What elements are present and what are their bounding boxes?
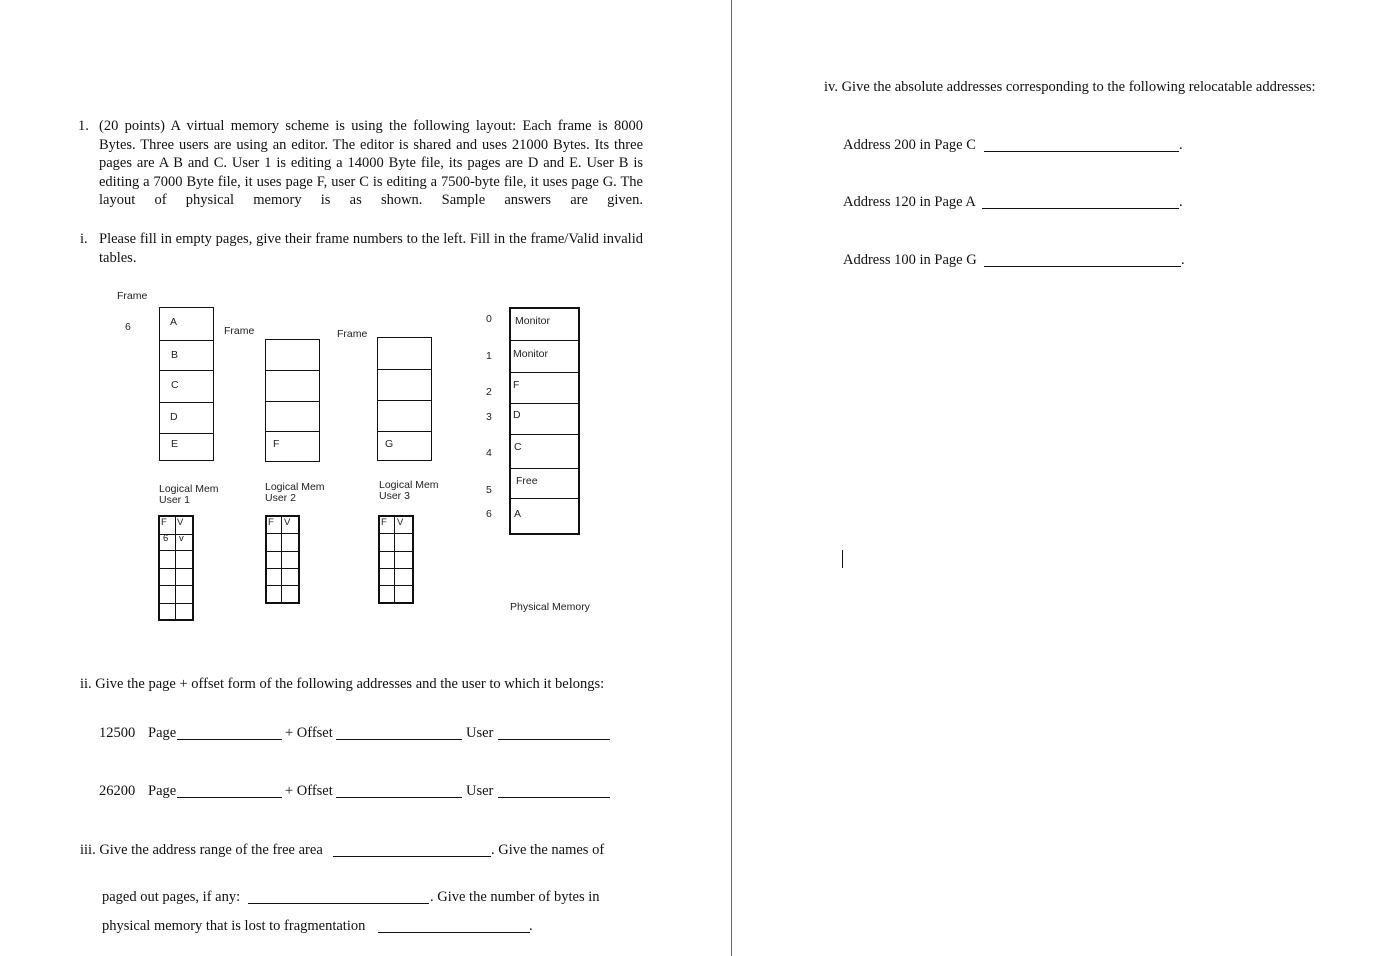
phys-frame-number: 0 <box>486 313 492 325</box>
physical-memory <box>509 307 580 535</box>
part-iv-item-1-end: . <box>1179 137 1183 153</box>
part-ii-row-2-offset-blank[interactable] <box>336 797 462 798</box>
phys-cell: Free <box>516 475 538 487</box>
phys-frame-number: 5 <box>486 484 492 496</box>
part-iii-line-3b: . <box>529 918 533 934</box>
physical-memory-caption: Physical Memory <box>510 601 590 613</box>
part-ii-row-1-address: 12500 <box>99 725 136 741</box>
user1-logical-memory <box>159 307 214 461</box>
frame-header-user2: Frame <box>224 325 255 337</box>
fv-header-v: V <box>177 517 184 528</box>
phys-frame-number: 6 <box>486 508 492 520</box>
part-ii-row-2-user-blank[interactable] <box>498 797 610 798</box>
user1-page: A <box>170 316 178 328</box>
phys-cell: A <box>514 508 522 520</box>
part-ii-row-2-user: User <box>466 783 494 799</box>
phys-frame-number: 2 <box>486 386 492 398</box>
part-iii-line-1a: iii. Give the address range of the free area <box>80 842 323 858</box>
user3-frame-valid-table <box>378 515 414 604</box>
part-ii-row-2-page: Page <box>148 783 177 799</box>
frame-header: Frame <box>117 290 148 302</box>
free-area-range-blank[interactable] <box>333 856 491 857</box>
fv-header-v: V <box>284 517 291 528</box>
user3-caption: Logical Mem User 3 <box>379 479 439 502</box>
part-iii-line-1b: . Give the names of <box>491 842 605 858</box>
part-ii-label: ii. Give the page + offset form of the following addresses and the user to which it belongs: <box>80 676 605 692</box>
text-cursor <box>842 550 843 568</box>
question-intro: (20 points) A virtual memory scheme is using the following layout: Each frame is 8000 Bytes. Three users are using an editor. The editor is shared and uses 21000 Bytes. Its three pages are A B and C. User 1 is editing a 14000 Byte file, its pages are D and E. User B is editing a 7000 Byte file, it uses page F, user C is editing a 7500-byte file, it uses page G. The layout of physical memory is as shown. Sample answers are given. <box>99 118 643 209</box>
part-ii-row-1-user: User <box>466 725 494 741</box>
fv-header-v: V <box>397 517 404 528</box>
phys-frame-number: 4 <box>486 447 492 459</box>
frame-header-user3: Frame <box>337 328 368 340</box>
part-ii-row-2-offset: + Offset <box>285 783 333 799</box>
part-iv-item-2-blank[interactable] <box>982 208 1179 209</box>
part-iv-item-2: Address 120 in Page A <box>843 194 976 210</box>
phys-cell: D <box>513 409 521 421</box>
user2-caption: Logical Mem User 2 <box>265 481 325 504</box>
part-ii-row-1-offset: + Offset <box>285 725 333 741</box>
part-ii-row-2-page-blank[interactable] <box>177 797 282 798</box>
part-iv-item-1-blank[interactable] <box>984 151 1179 152</box>
part-iv-item-3: Address 100 in Page G <box>843 252 977 268</box>
user1-page: E <box>171 438 179 450</box>
part-iv-item-3-blank[interactable] <box>984 266 1181 267</box>
user1-page: B <box>171 349 179 361</box>
question-number: 1. <box>78 118 89 134</box>
phys-cell: C <box>514 441 522 453</box>
part-ii-row-1-user-blank[interactable] <box>498 739 610 740</box>
user1-caption: Logical Mem User 1 <box>159 483 219 506</box>
phys-cell: Monitor <box>515 315 551 327</box>
part-ii-row-1-page: Page <box>148 725 177 741</box>
fragmentation-bytes-blank[interactable] <box>378 932 530 933</box>
phys-frame-number: 1 <box>486 350 492 362</box>
part-ii-row-1-offset-blank[interactable] <box>336 739 462 740</box>
fv-header-f: F <box>381 517 387 528</box>
part-i-text: Please fill in empty pages, give their frame numbers to the left. Fill in the frame/Valid invalid tables. <box>99 231 643 266</box>
fv-sample-frame: 6 <box>163 533 169 544</box>
user1-frame-valid-table <box>158 515 194 621</box>
fv-sample-valid: v <box>179 533 184 544</box>
part-iv-label: iv. Give the absolute addresses corresponding to the following relocatable addresses: <box>824 79 1316 95</box>
phys-cell: F <box>513 379 520 391</box>
frame-number-a: 6 <box>125 321 131 333</box>
part-iv-item-1: Address 200 in Page C <box>843 137 976 153</box>
user2-page: F <box>273 438 280 450</box>
part-i-number: i. <box>80 231 88 247</box>
part-iii-line-3a: physical memory that is lost to fragmentation <box>102 918 366 934</box>
paged-out-pages-blank[interactable] <box>248 903 429 904</box>
part-iii-line-2b: . Give the number of bytes in <box>430 889 600 905</box>
user1-page: C <box>171 379 179 391</box>
phys-cell: Monitor <box>513 348 549 360</box>
page-divider <box>731 0 732 956</box>
user1-page: D <box>170 411 178 423</box>
user3-page: G <box>385 438 394 450</box>
fv-header-f: F <box>268 517 274 528</box>
part-iv-item-2-end: . <box>1179 194 1183 210</box>
part-iii-line-2a: paged out pages, if any: <box>102 889 241 905</box>
user2-frame-valid-table <box>265 515 300 604</box>
phys-frame-number: 3 <box>486 411 492 423</box>
part-iv-item-3-end: . <box>1181 252 1185 268</box>
fv-header-f: F <box>161 517 167 528</box>
part-ii-row-2-address: 26200 <box>99 783 136 799</box>
part-ii-row-1-page-blank[interactable] <box>177 739 282 740</box>
